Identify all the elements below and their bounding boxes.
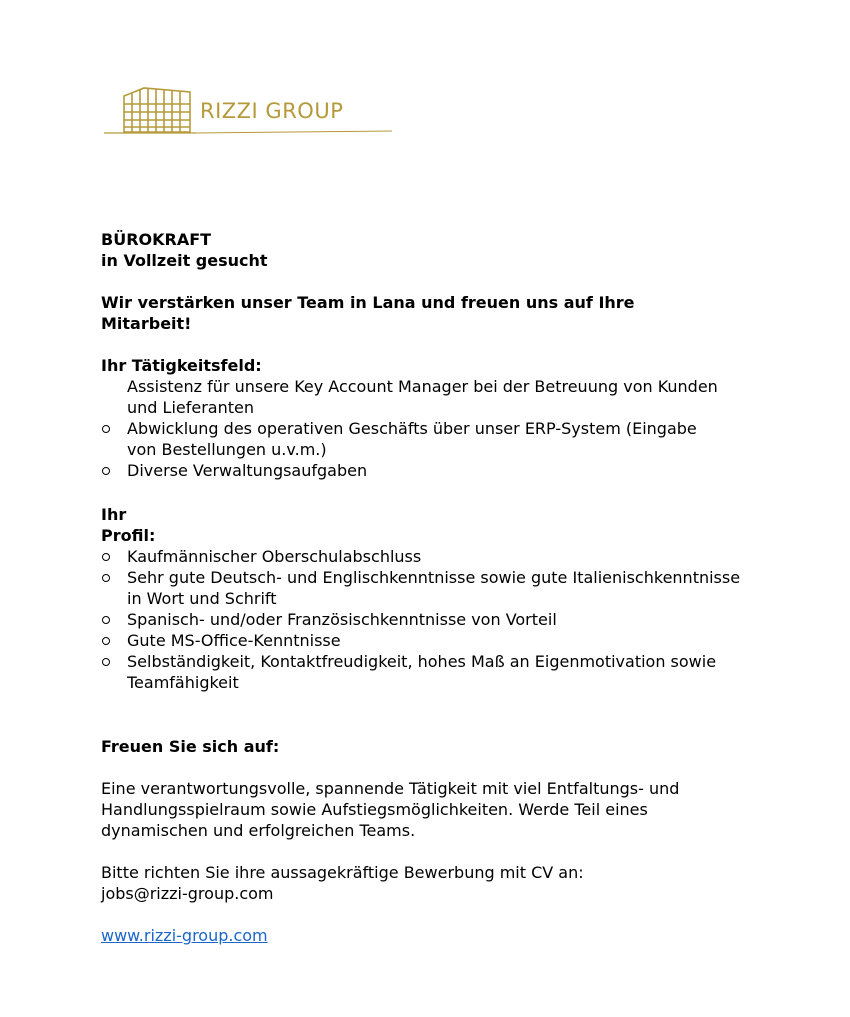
taetigkeitsfeld-list bbox=[101, 376, 801, 481]
bullet-icon bbox=[102, 574, 110, 582]
section-heading-offer: Freuen Sie sich auf: bbox=[101, 737, 280, 756]
list-item: Spanisch- und/oder Französischkenntnisse von Vorteil bbox=[101, 609, 801, 630]
section-heading-taetigkeitsfeld: Ihr Tätigkeitsfeld: bbox=[101, 356, 262, 375]
list-item: Abwicklung des operativen Geschäfts über unser ERP-System (Eingabe von Bestellungen u.v.m.) bbox=[101, 418, 801, 460]
list-item: Gute MS-Office-Kenntnisse bbox=[101, 630, 801, 651]
offer-text: Eine verantwortungsvolle, spannende Tätigkeit mit viel Entfaltungs- und bbox=[101, 779, 680, 798]
profil-list bbox=[101, 546, 801, 693]
offer-text-3: dynamischen und erfolgreichen Teams. bbox=[101, 821, 416, 840]
building-grid-icon bbox=[104, 84, 196, 138]
website-link[interactable]: www.rizzi-group.com bbox=[101, 926, 268, 945]
logo-wordmark: RIZZI GROUP bbox=[200, 99, 344, 123]
list-item: Kaufmännischer Oberschulabschluss bbox=[101, 546, 801, 567]
bullet-icon bbox=[102, 637, 110, 645]
bullet-icon bbox=[102, 553, 110, 561]
job-posting bbox=[101, 229, 801, 946]
section-heading-profil-2: Profil: bbox=[101, 526, 156, 545]
section-heading-profil: Ihr bbox=[101, 505, 127, 524]
application-instruction: Bitte richten Sie ihre aussagekräftige Bewerbung mit CV an: bbox=[101, 863, 584, 882]
offer-text-2: Handlungsspielraum sowie Aufstiegsmöglichkeiten. Werde Teil eines bbox=[101, 800, 648, 819]
logo-underline bbox=[196, 128, 396, 134]
bullet-icon bbox=[102, 425, 110, 433]
list-item: Diverse Verwaltungsaufgaben bbox=[101, 460, 801, 481]
list-item: Assistenz für unsere Key Account Manager bei der Betreuung von Kunden und Lieferanten bbox=[127, 377, 718, 417]
contact-email: jobs@rizzi-group.com bbox=[101, 884, 274, 903]
intro-text: Wir verstärken unser Team in Lana und freuen uns auf Ihre bbox=[101, 293, 635, 312]
company-logo bbox=[104, 84, 394, 138]
list-item: Selbständigkeit, Kontaktfreudigkeit, hohes Maß an Eigenmotivation sowie Teamfähigkeit bbox=[101, 651, 801, 693]
bullet-icon bbox=[102, 616, 110, 624]
bullet-icon bbox=[102, 658, 110, 666]
job-title: BÜROKRAFT bbox=[101, 230, 212, 249]
intro-text-2: Mitarbeit! bbox=[101, 314, 192, 333]
bullet-icon bbox=[102, 467, 110, 475]
list-item: Sehr gute Deutsch- und Englischkenntnisse sowie gute Italienischkenntnisse in Wort und Schrift bbox=[101, 567, 801, 609]
job-subtitle: in Vollzeit gesucht bbox=[101, 251, 268, 270]
